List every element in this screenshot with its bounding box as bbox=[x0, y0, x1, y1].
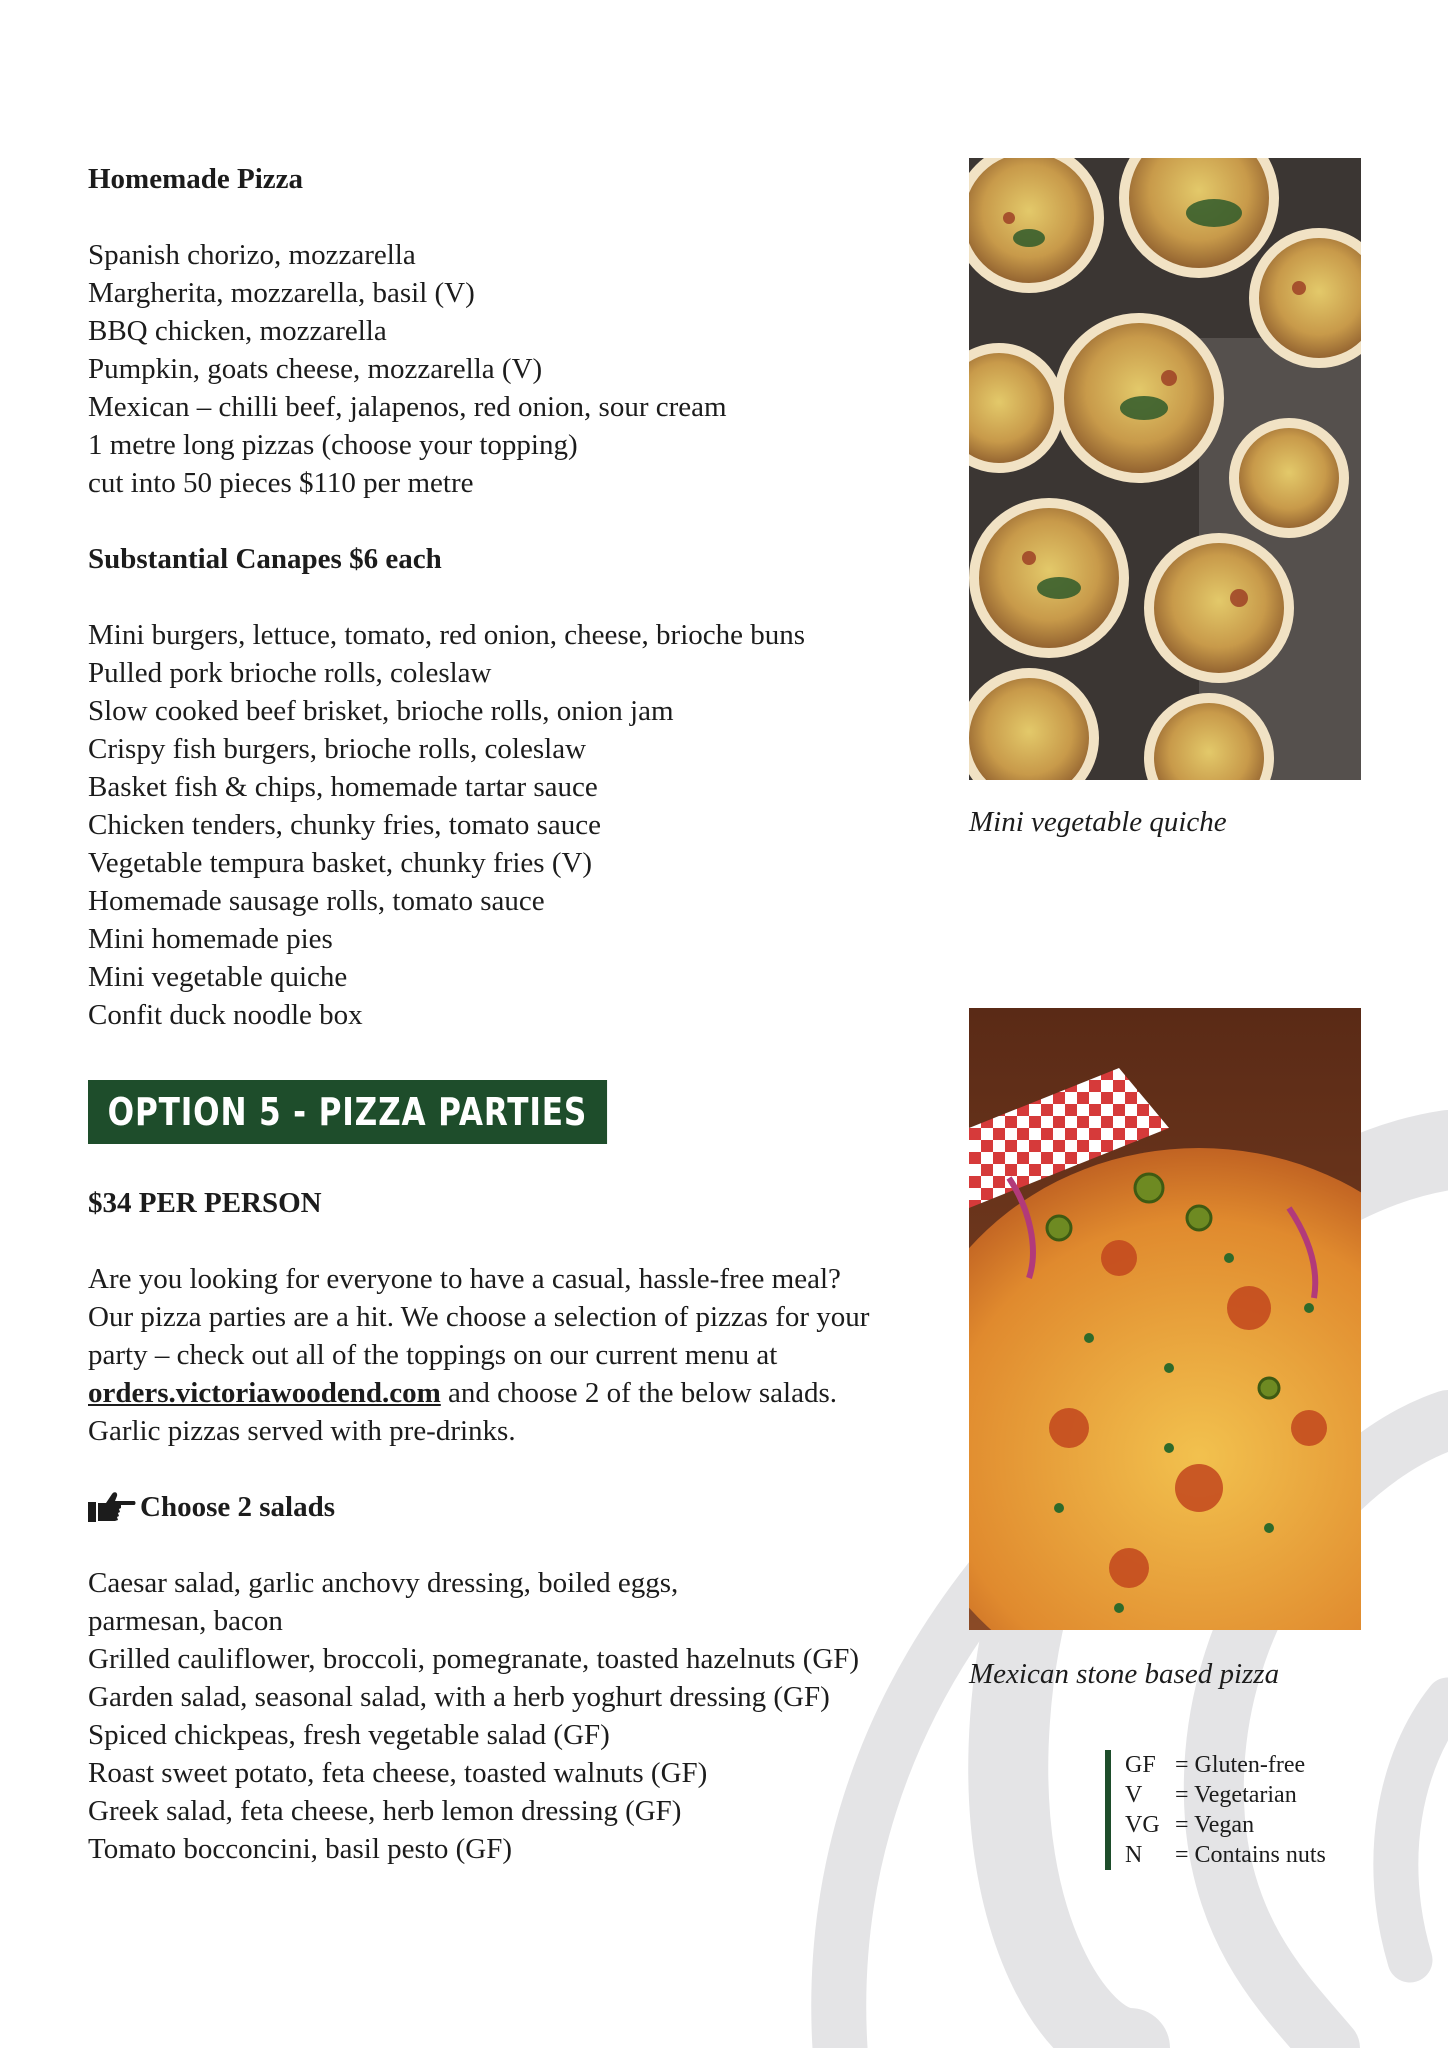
legend-row bbox=[1125, 1780, 1326, 1810]
option5-banner: OPTION 5 - PIZZA PARTIES bbox=[88, 1080, 607, 1144]
list-item: Grilled cauliflower, broccoli, pomegranate, toasted hazelnuts (GF) bbox=[88, 1643, 860, 1675]
list-item: Mini burgers, lettuce, tomato, red onion, cheese, brioche buns bbox=[88, 619, 806, 651]
menu-link[interactable]: orders.victoriawoodend.com bbox=[88, 1377, 441, 1409]
list-item: Spiced chickpeas, fresh vegetable salad (GF) bbox=[88, 1719, 610, 1751]
quiche-photo bbox=[969, 158, 1361, 780]
list-item: 1 metre long pizzas (choose your topping) bbox=[88, 429, 578, 461]
pizza-photo bbox=[969, 1008, 1361, 1630]
list-item: Vegetable tempura basket, chunky fries (V) bbox=[88, 847, 593, 879]
homemade-pizza-heading: Homemade Pizza bbox=[88, 163, 304, 195]
list-item: Mexican – chilli beef, jalapenos, red onion, sour cream bbox=[88, 391, 727, 423]
list-item: Homemade sausage rolls, tomato sauce bbox=[88, 885, 545, 917]
list-item: Spanish chorizo, mozzarella bbox=[88, 239, 416, 271]
list-item: parmesan, bacon bbox=[88, 1605, 283, 1637]
dietary-legend bbox=[1105, 1750, 1326, 1870]
legend-code: VG bbox=[1125, 1812, 1160, 1838]
list-item: BBQ chicken, mozzarella bbox=[88, 315, 387, 347]
legend-meaning: = Vegan bbox=[1175, 1812, 1255, 1838]
link-after-text: and choose 2 of the below salads. bbox=[440, 1377, 838, 1409]
list-item: Margherita, mozzarella, basil (V) bbox=[88, 277, 475, 309]
list-item: Greek salad, feta cheese, herb lemon dressing (GF) bbox=[88, 1795, 682, 1827]
list-item: Pumpkin, goats cheese, mozzarella (V) bbox=[88, 353, 543, 385]
list-item: Mini homemade pies bbox=[88, 923, 333, 955]
legend-row bbox=[1125, 1750, 1326, 1780]
quiche-caption: Mini vegetable quiche bbox=[969, 806, 1227, 838]
price-heading: $34 PER PERSON bbox=[88, 1187, 322, 1219]
list-item: Garden salad, seasonal salad, with a herb yoghurt dressing (GF) bbox=[88, 1681, 830, 1713]
legend-code: V bbox=[1125, 1782, 1143, 1808]
legend-meaning: = Contains nuts bbox=[1175, 1842, 1326, 1868]
para-line: party – check out all of the toppings on our current menu at bbox=[88, 1339, 778, 1371]
list-item: Basket fish & chips, homemade tartar sauce bbox=[88, 771, 598, 803]
salads-list bbox=[88, 1564, 948, 1868]
list-item: Caesar salad, garlic anchovy dressing, boiled eggs, bbox=[88, 1567, 679, 1599]
canapes-heading: Substantial Canapes $6 each bbox=[88, 543, 442, 575]
hand-pointing-icon bbox=[88, 1490, 136, 1524]
legend-code: N bbox=[1125, 1842, 1143, 1868]
legend-code: GF bbox=[1125, 1752, 1156, 1778]
list-item: Crispy fish burgers, brioche rolls, coleslaw bbox=[88, 733, 587, 765]
list-item: Tomato bocconcini, basil pesto (GF) bbox=[88, 1833, 513, 1865]
legend-row bbox=[1125, 1840, 1326, 1870]
legend-row bbox=[1125, 1810, 1326, 1840]
option5-description bbox=[88, 1260, 948, 1450]
legend-meaning: = Vegetarian bbox=[1175, 1782, 1297, 1808]
left-column bbox=[88, 160, 948, 1868]
list-item: Pulled pork brioche rolls, coleslaw bbox=[88, 657, 492, 689]
list-item: Roast sweet potato, feta cheese, toasted walnuts (GF) bbox=[88, 1757, 708, 1789]
legend-meaning: = Gluten-free bbox=[1175, 1752, 1306, 1778]
list-item: Slow cooked beef brisket, brioche rolls, onion jam bbox=[88, 695, 674, 727]
list-item: Mini vegetable quiche bbox=[88, 961, 348, 993]
para-line: Are you looking for everyone to have a casual, hassle-free meal? bbox=[88, 1263, 841, 1295]
list-item: Confit duck noodle box bbox=[88, 999, 363, 1031]
choose-label: Choose 2 salads bbox=[140, 1491, 335, 1523]
list-item: cut into 50 pieces $110 per metre bbox=[88, 467, 474, 499]
pizza-list bbox=[88, 236, 948, 502]
para-line bbox=[88, 1374, 948, 1412]
para-line: Garlic pizzas served with pre-drinks. bbox=[88, 1415, 516, 1447]
list-item: Chicken tenders, chunky fries, tomato sauce bbox=[88, 809, 601, 841]
choose-salads bbox=[88, 1488, 948, 1526]
pizza-caption: Mexican stone based pizza bbox=[969, 1658, 1280, 1690]
para-line: Our pizza parties are a hit. We choose a selection of pizzas for your bbox=[88, 1301, 870, 1333]
canapes-list bbox=[88, 616, 948, 1034]
